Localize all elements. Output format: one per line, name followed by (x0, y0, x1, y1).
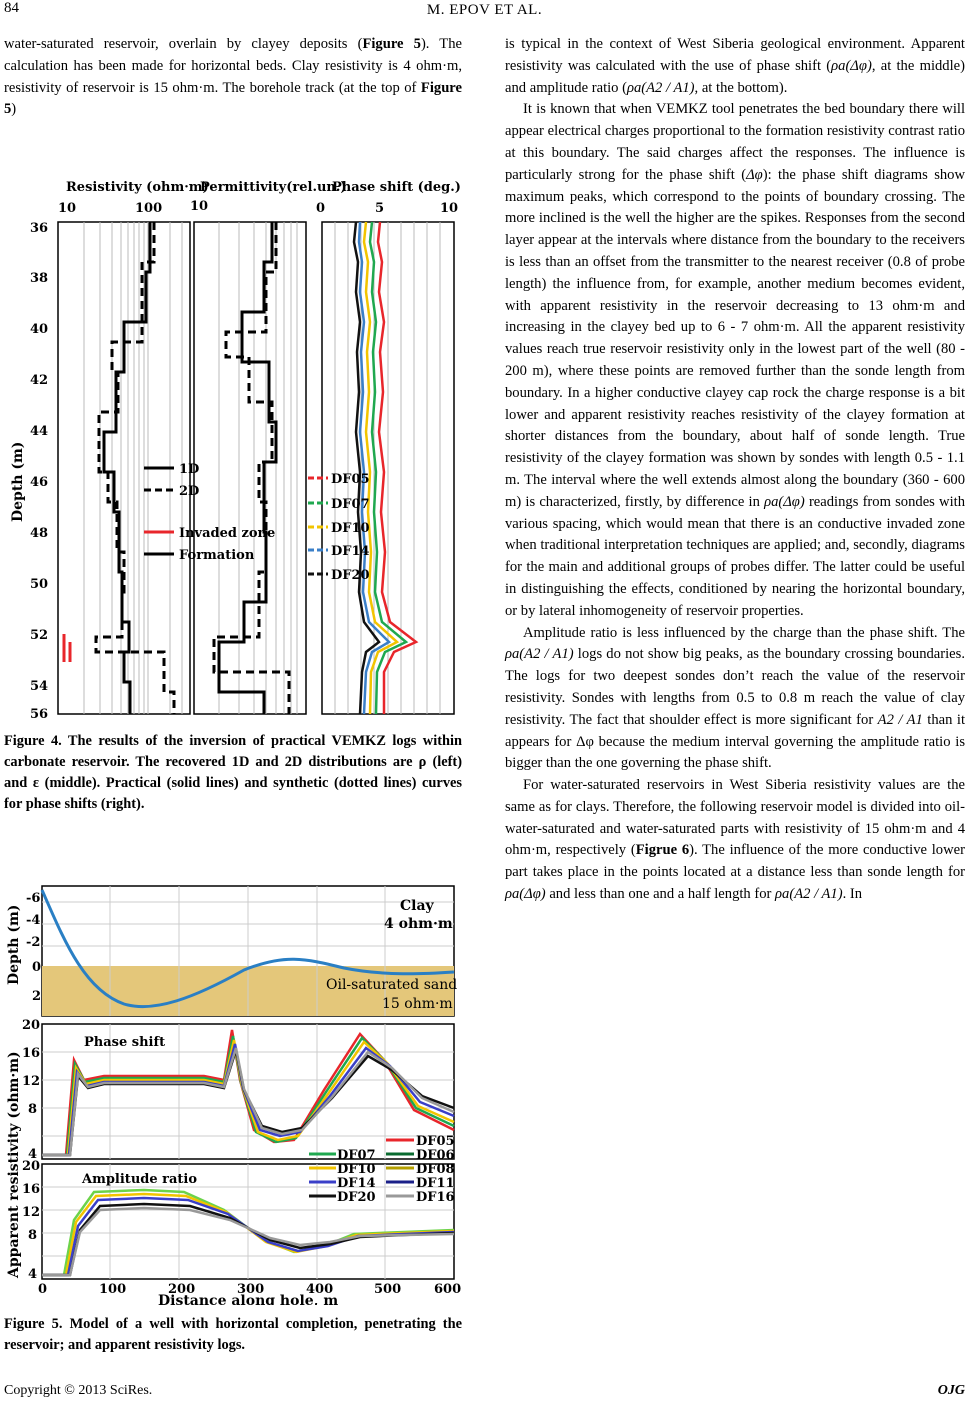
amplitude-ratio-label: Amplitude ratio (82, 1172, 198, 1187)
text-fragment: For water-saturated reservoirs in West Siberia resistivity values are the same as for clays. Therefore, the following reservoir model is divided into oil-water-saturated and water-saturated parts with resistivity of 15 ohm·m and 4 ohm·m, respectively ( (505, 777, 965, 859)
depth-tick: 52 (30, 628, 49, 643)
panel-title-resistivity: Resistivity (ohm·m) (66, 180, 209, 195)
legend-df07-label: DF07 (331, 497, 370, 512)
math-symbol: ρa(A2 / A1) (626, 79, 695, 96)
y-tick: 12 (22, 1074, 41, 1089)
figure-5-ref[interactable]: Figure 5 (362, 36, 421, 52)
phase-shift-label: Phase shift (84, 1035, 166, 1050)
text-fragment: and less than one and a half length for (545, 886, 776, 903)
x-axis-label: Distance along hole, m (158, 1293, 339, 1305)
legend-label: DF08 (416, 1162, 455, 1177)
depth-tick: 38 (30, 271, 49, 286)
axis-tick-label: 100 (135, 201, 163, 216)
text-fragment: Amplitude ratio is less influenced by the charge than the phase shift. The (523, 624, 965, 641)
depth-tick: 48 (30, 526, 49, 541)
y-tick: 0 (32, 960, 42, 975)
panel-title-phase-shift: Phase shift (deg.) (332, 180, 461, 195)
page-number: 84 (4, 0, 19, 16)
x-tick: 0 (38, 1282, 48, 1297)
legend-df20-label: DF20 (331, 568, 370, 583)
math-symbol: ρa(Δφ) (831, 57, 872, 74)
legend-2d-label: 2D (179, 484, 200, 499)
legend-label: DF20 (337, 1190, 376, 1205)
right-column-text (505, 34, 965, 906)
x-tick: 100 (99, 1282, 127, 1297)
y-tick: 8 (28, 1102, 38, 1117)
math-symbol: ρa(A2 / A1) (505, 646, 574, 663)
text-fragment: , at the middle) and amplitude ratio ( (505, 57, 965, 96)
text-fragment: ). The calculation has been made for horizontal beds. Clay resistivity is 4 ohm·m, resistivity of reservoir is 15 ohm·m. The borehole track (at the top of (4, 36, 462, 96)
y-tick: 20 (22, 1159, 41, 1174)
sand-resistivity: 15 ohm·m (382, 996, 453, 1012)
y-tick: 4 (28, 1267, 38, 1282)
text-fragment: It is known that when VEMKZ tool penetrates the bed boundary there will appear electrical charges proportional to the formation resistivity contrast ratio at this boundary. The said charges affect the responses. The influence is particularly strong for the phase shift ( (505, 101, 965, 183)
text-fragment: , at the bottom). (694, 79, 788, 96)
y-tick: 2 (32, 989, 42, 1004)
x-tick: 300 (237, 1282, 265, 1297)
x-tick: 600 (434, 1282, 462, 1297)
text-fragment: . In (842, 886, 863, 903)
mid-y-ticks (22, 1018, 40, 1162)
figure-5-caption: Figure 5. Model of a well with horizontal completion, penetrating the reservoir; and apparent resistivity logs. (4, 1316, 462, 1353)
depth-axis-label: Depth (m) (10, 441, 26, 522)
math-symbol: ρa(A2 / A1) (775, 886, 843, 903)
depth-tick: 56 (30, 707, 49, 722)
depth-tick-labels (30, 221, 48, 722)
math-symbol: A2 / A1 (877, 711, 923, 728)
legend-1d-label: 1D (179, 462, 200, 477)
legend-df05-label: DF05 (331, 472, 370, 487)
axis-tick-label: 10 (58, 201, 77, 216)
top-y-ticks (26, 891, 41, 1004)
sand-label: Oil-saturated sand (326, 977, 458, 993)
math-symbol: Δφ (746, 166, 763, 183)
axis-tick-label: 5 (375, 201, 385, 216)
axis-tick-label: 10 (440, 201, 459, 216)
left-column-text (4, 34, 462, 121)
axis-tick-label: 10 (190, 199, 209, 214)
figure-5-ref[interactable]: Figure 5 (4, 79, 462, 118)
depth-tick: 40 (30, 322, 49, 337)
legend-formation-label: Formation (179, 548, 255, 563)
x-tick: 500 (374, 1282, 402, 1297)
math-symbol: ρa(Δφ) (505, 886, 546, 903)
text-fragment: than it appears for Δφ because the medium interval governing the amplitude ratio is bigger than the one governing the phase shift. (505, 711, 965, 772)
apparent-resistivity-axis-label: Apparent resistivity (ohm·m) (6, 1051, 22, 1278)
y-tick: 4 (28, 1147, 38, 1162)
bottom-y-ticks (22, 1159, 40, 1282)
x-tick: 400 (306, 1282, 334, 1297)
text-fragment: is typical in the context of West Siberia geological environment. Apparent resistivity was calculated with the use of phase shift ( (505, 36, 965, 74)
legend-invaded-label: Invaded zone (179, 526, 276, 541)
clay-label: Clay (400, 898, 434, 914)
running-header: M. EPOV ET AL. (426, 2, 543, 18)
text-fragment: ) (11, 101, 17, 118)
legend-label: DF10 (337, 1162, 376, 1177)
depth-tick: 42 (30, 373, 49, 388)
legend-label: DF14 (337, 1176, 376, 1191)
legend-label: DF11 (416, 1176, 455, 1191)
y-tick: 16 (22, 1046, 41, 1061)
copyright-footer: Copyright © 2013 SciRes. (4, 1383, 153, 1398)
y-tick: -2 (26, 935, 41, 950)
depth-tick: 46 (30, 475, 49, 490)
text-fragment: water-saturated reservoir, overlain by clayey deposits ( (4, 36, 363, 52)
y-tick: 12 (22, 1205, 41, 1220)
depth-tick: 36 (30, 221, 49, 236)
text-fragment: readings from sondes with various spacing, which would mean that there is an conductive invaded zone when traditional interpretation techniques are applied; and, secondly, diagrams for the main and additional groups of probes differ. The latter could be useful in distinguishing the effects, conditioned by nearing the horizontal boundary, or by lateral inhomogeneity of reservoir properties. (505, 493, 965, 619)
figure-5-plot (4, 880, 462, 1305)
legend-df14-label: DF14 (331, 544, 370, 559)
figure-4 (4, 172, 462, 722)
x-tick: 200 (168, 1282, 196, 1297)
y-tick: 16 (22, 1182, 41, 1197)
legend-label: DF06 (416, 1148, 455, 1163)
legend-df10-label: DF10 (331, 521, 370, 536)
figure-5 (4, 880, 462, 1305)
panel-permittivity (194, 222, 306, 714)
text-fragment: ): the phase shift diagrams show maximum peaks, which correspond to the points of boundary crossing. The more inclined is the well the higher are the spikes. Responses from the second layer appear at the intervals where distance from the boundary to the receivers is less than an offset from the transmitter to the nearest receiver (0.8 of probe length) the influence from, for example, another medium becomes evident, with apparent resistivity in the reservoir decreasing to 13 ohm·m and increasing in the clayey bed up to 6 - 7 ohm·m. All the apparent resistivity values reach true reservoir resistivity only in the lowest part of the well (80 - 200 m), where these points are removed further than the sonde length from boundary. In a higher conductive clayey cap rock the charge response is a bit lower and apparent resistivity reaches resistivity of the clayey formation at shorter distances from the boundary, about half of sonde length. True resistivity of the clayey formation was shown by sondes with length 0.5 - 1.1 m. The interval where the well extends almost along the boundary (360 - 600 m) is characterized, firstly, by difference in (505, 166, 966, 510)
panel-title-permittivity: Permittivity(rel.un.) (200, 180, 347, 195)
top-y-axis-label: Depth (m) (6, 904, 22, 985)
depth-tick: 50 (30, 577, 49, 592)
well-model-panel (42, 886, 457, 1016)
y-tick: -4 (26, 913, 41, 928)
figure-4-caption: Figure 4. The results of the inversion of practical VEMKZ logs within carbonate reservoir. The recovered 1D and 2D distributions are ρ (left) and ε (middle). Practical (solid lines) and synthetic (dotted lines) curves for phase shifts (right). (4, 733, 462, 812)
legend-label: DF07 (337, 1148, 376, 1163)
y-tick: 8 (28, 1228, 38, 1243)
clay-resistivity: 4 ohm·m (384, 916, 453, 932)
legend-label: DF05 (416, 1134, 455, 1149)
math-symbol: ρa(Δφ) (764, 493, 805, 510)
y-tick: 20 (22, 1018, 41, 1033)
axis-tick-label: 0 (316, 201, 326, 216)
depth-tick: 54 (30, 679, 49, 694)
figure-4-plot (4, 172, 462, 722)
depth-tick: 44 (30, 424, 49, 439)
text-fragment: ). The influence of the more conductive lower part takes place in the points located at a distance less than sonde length for (505, 842, 965, 881)
figure-6-ref[interactable]: Figrue 6 (635, 842, 690, 859)
legend-label: DF16 (416, 1190, 455, 1205)
y-tick: -6 (26, 891, 41, 906)
text-fragment: logs do not show big peaks, as the boundary crossing boundaries. The logs for two deepest sondes don’t reach the value of the reservoir resistivity. Sondes with lengths from 0.5 to 0.8 m reach the value of clay resistivity. The fact that shoulder effect is more significant for (505, 646, 965, 728)
journal-footer: OJG (937, 1383, 965, 1398)
